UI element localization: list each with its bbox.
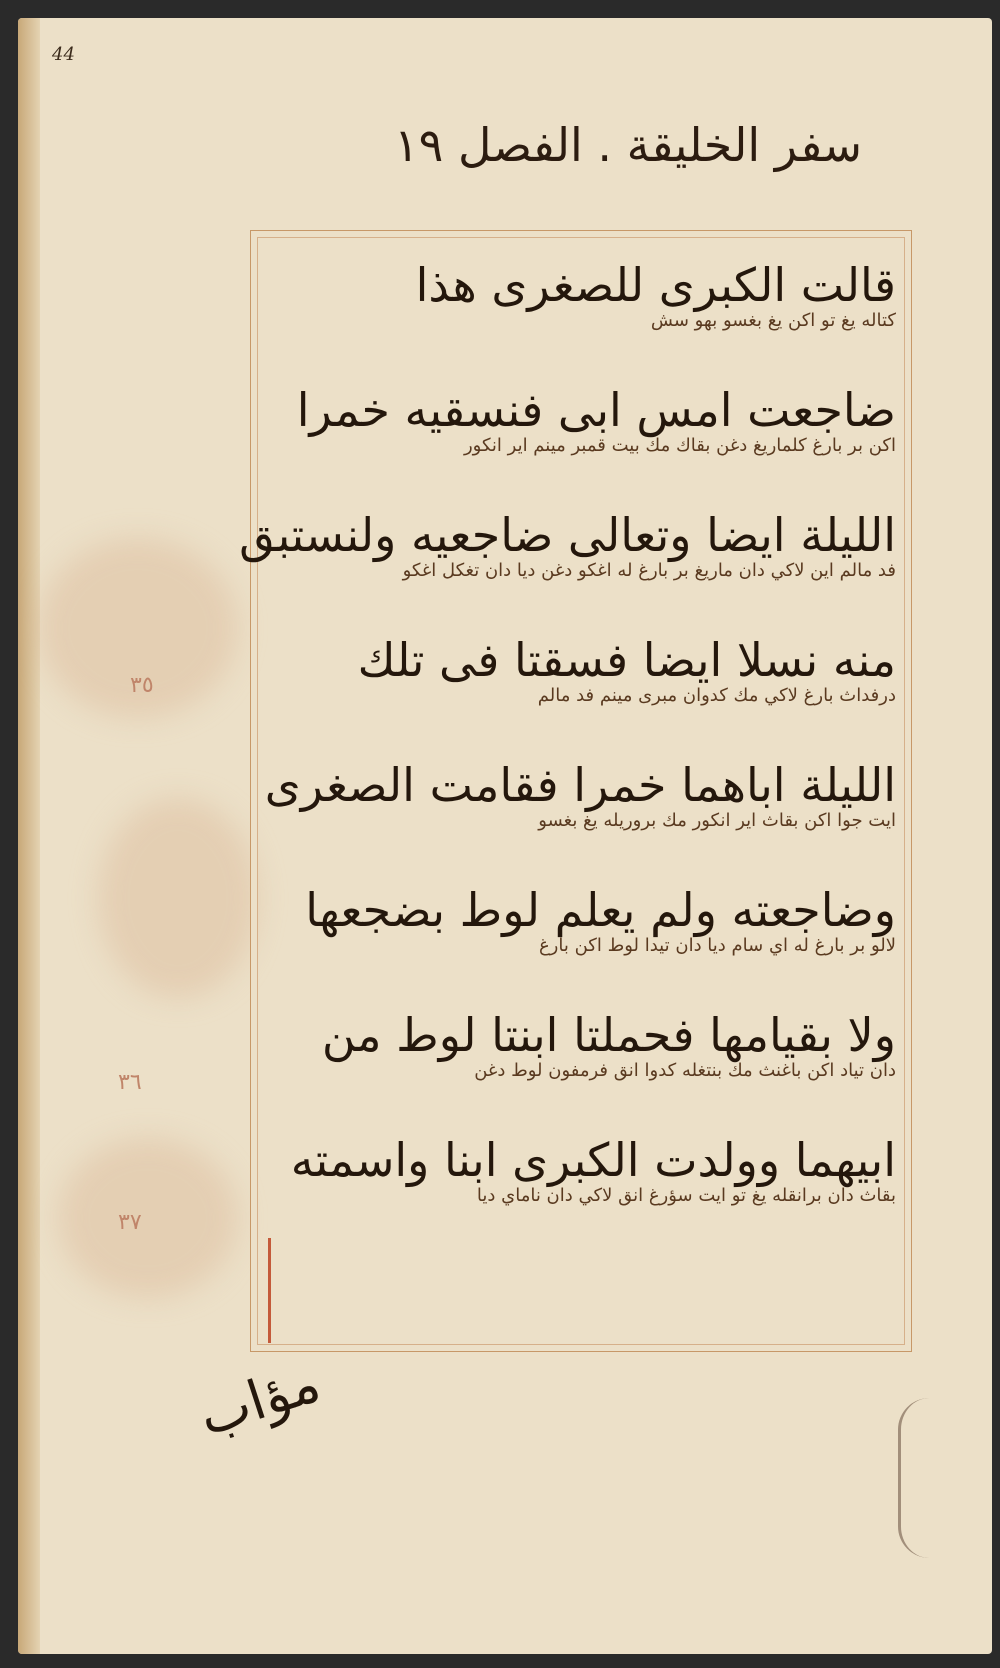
gloss-line: دان تياد اكن باغنث مك بنتغله كدوا انق فرمفون لوط دغن <box>474 1060 896 1081</box>
catchword: مؤاب <box>191 1350 328 1449</box>
gloss-line: درفداث بارغ لاكي مك كدوان مبرى مينم فد مالم <box>537 685 896 706</box>
text-line <box>268 383 896 456</box>
frame-edge-mark <box>268 1238 271 1343</box>
margin-scribble <box>898 1398 961 1558</box>
verse-number: ٣٦ <box>118 1070 142 1095</box>
arabic-line: ابيهما وولدت الكبرى ابنا واسمته <box>290 1133 896 1187</box>
gloss-line: فد مالم اين لاكي دان ماريغ بر بارغ له اغكو دغن ديا دان تغكل اغكو <box>402 560 896 581</box>
text-line <box>239 508 896 581</box>
arabic-line: ضاجعت امس ابى فنسقيه خمرا <box>296 383 896 437</box>
gloss-line: كتاله يغ تو اكن يغ بغسو بهو سش <box>650 310 896 331</box>
text-line <box>268 1008 896 1081</box>
arabic-line: منه نسلا ايضا فسقتا فى تلك <box>357 633 896 687</box>
manuscript-page <box>18 18 992 1654</box>
text-line <box>268 883 896 956</box>
arabic-line: وضاجعته ولم يعلم لوط بضجعها <box>305 883 896 937</box>
stain <box>58 1138 238 1298</box>
gloss-line: بقاث دان برانقله يغ تو ايت سؤرغ انق لاكي دان ناماي ديا <box>476 1185 896 1206</box>
arabic-line: ولا بقيامها فحملتا ابنتا لوط من <box>321 1008 896 1062</box>
verse-number: ٣٥ <box>130 673 154 698</box>
text-line <box>268 258 896 331</box>
text-line <box>268 1133 896 1206</box>
gloss-line: اكن بر بارغ كلماريغ دغن بقاك مك بيت قمبر مينم اير انكور <box>463 435 896 456</box>
arabic-line: الليلة ايضا وتعالى ضاجعيه ولنستبق <box>239 508 896 562</box>
page-edge <box>18 18 40 1654</box>
arabic-line: الليلة اباهما خمرا فقامت الصغرى <box>264 758 896 812</box>
verse-number: ٣٧ <box>118 1210 142 1235</box>
gloss-line: ايت جوا اكن بقاث اير انكور مك بروريله يغ بغسو <box>538 810 896 831</box>
page-number: 44 <box>52 44 75 65</box>
stain <box>98 798 258 998</box>
arabic-line: قالت الكبرى للصغرى هذا <box>415 258 896 312</box>
gloss-line: لالو بر بارغ له اي سام ديا دان تيدا لوط اكن بارغ <box>538 935 896 956</box>
text-line <box>268 633 896 706</box>
text-line <box>264 758 896 831</box>
chapter-heading: سفر الخليقة . الفصل ١٩ <box>393 118 863 172</box>
